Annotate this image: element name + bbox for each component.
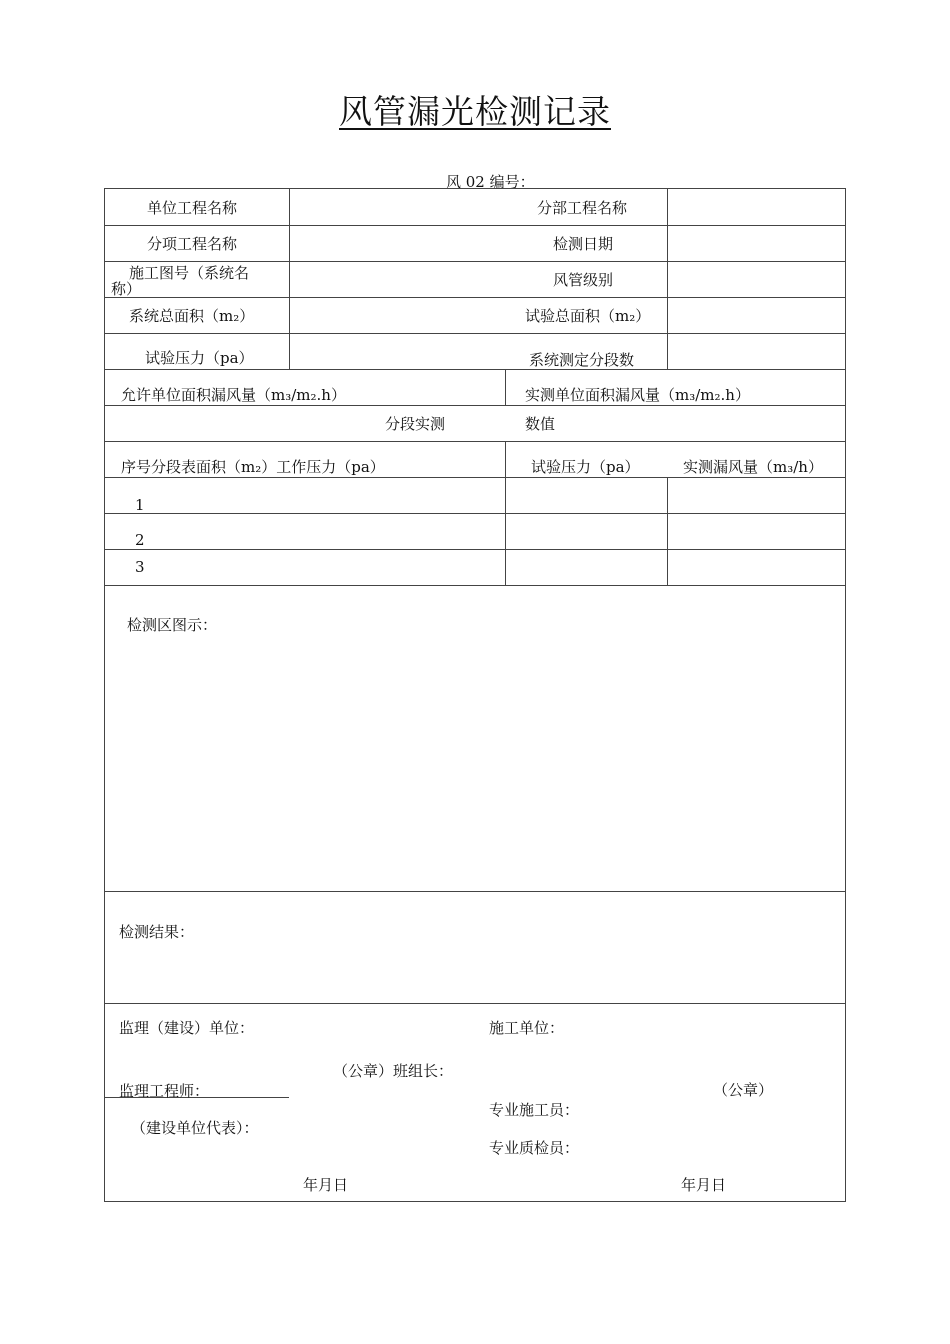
supervisor-engineer-label: 监理工程师： — [119, 1082, 210, 1100]
row-divider — [105, 477, 845, 478]
label-system-segments: 系统测定分段数 — [529, 351, 635, 369]
row-divider — [105, 405, 845, 406]
label-duct-grade: 风管级别 — [553, 271, 614, 289]
form-code: 风 02 编号： — [446, 173, 535, 191]
segment-heading-right: 数值 — [525, 415, 556, 433]
professional-worker-label: 专业施工员： — [489, 1101, 580, 1119]
row-divider — [105, 891, 845, 892]
construction-rep-label: （建设单位代表）： — [131, 1119, 259, 1137]
segment-row-number: 2 — [135, 531, 145, 549]
row-divider — [105, 225, 845, 226]
label-unit-project-name: 单位工程名称 — [147, 199, 238, 217]
col-divider — [667, 477, 668, 585]
label-test-total-area: 试验总面积（m₂） — [525, 307, 651, 325]
col-divider — [667, 189, 668, 369]
segment-row-number: 1 — [135, 496, 145, 514]
form-table — [104, 188, 846, 1202]
seal-right-label: （公章） — [713, 1081, 774, 1099]
row-divider — [105, 261, 845, 262]
col-divider — [505, 369, 506, 405]
label-item-project-name: 分项工程名称 — [147, 235, 238, 253]
label-drawing-no: 施工图号（系统名称） — [111, 264, 250, 298]
date-right: 年月日 — [681, 1176, 727, 1194]
date-left: 年月日 — [303, 1176, 349, 1194]
supervisor-unit-label: 监理（建设）单位： — [119, 1019, 255, 1037]
label-measured-leakage: 实测单位面积漏风量（m₃/m₂.h） — [525, 386, 750, 404]
diagram-label: 检测区图示： — [127, 616, 218, 634]
row-divider — [105, 513, 845, 514]
col-header-test-pressure: 试验压力（pa） — [531, 458, 640, 476]
label-sub-project-name: 分部工程名称 — [537, 199, 628, 217]
row-divider — [105, 369, 845, 370]
result-label: 检测结果： — [119, 923, 195, 941]
segment-heading-left: 分段实测 — [385, 415, 446, 433]
label-system-total-area: 系统总面积（m₂） — [129, 307, 255, 325]
row-divider — [105, 585, 845, 586]
seal-left-label: （公章）班组长： — [333, 1062, 454, 1080]
col-divider — [505, 441, 506, 585]
row-divider — [105, 333, 845, 334]
segment-row-number: 3 — [135, 558, 145, 576]
row-divider — [105, 549, 845, 550]
row-divider — [105, 441, 845, 442]
row-divider — [105, 1003, 845, 1004]
label-test-date: 检测日期 — [553, 235, 614, 253]
col-divider — [289, 189, 290, 369]
professional-inspector-label: 专业质检员： — [489, 1139, 580, 1157]
row-divider — [105, 297, 845, 298]
col-header-seq-area-work: 序号分段表面积（m₂）工作压力（pa） — [121, 458, 385, 476]
label-test-pressure: 试验压力（pa） — [145, 349, 254, 367]
document-title: 风管漏光检测记录 — [339, 92, 611, 131]
construction-unit-label: 施工单位： — [489, 1019, 565, 1037]
col-header-measured-leak: 实测漏风量（m₃/h） — [683, 458, 823, 476]
label-allowed-leakage: 允许单位面积漏风量（m₃/m₂.h） — [121, 386, 346, 404]
